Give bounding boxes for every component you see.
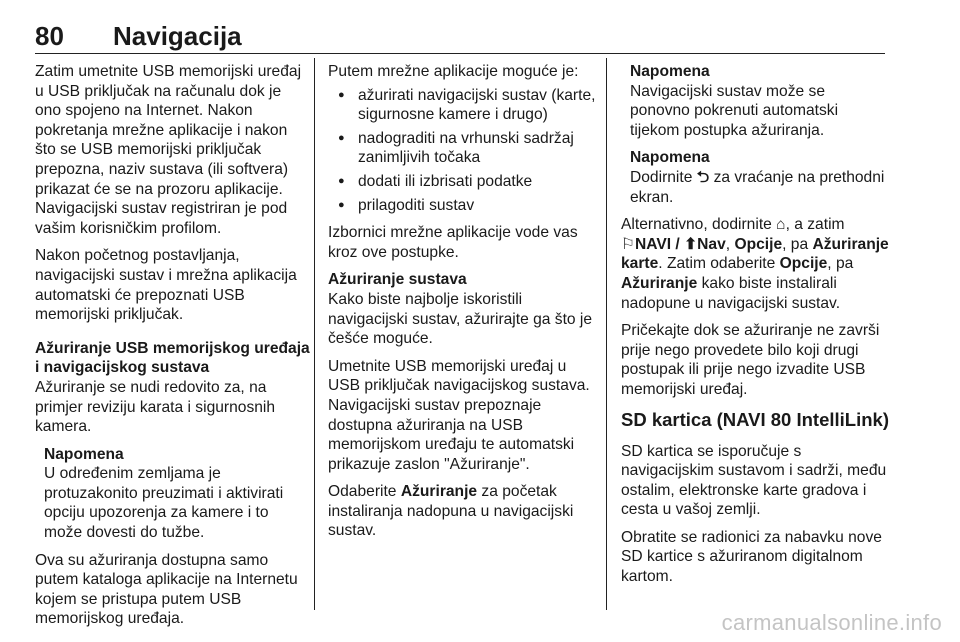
note-block-back [630,148,889,207]
header-divider [35,53,885,54]
text-span: Odaberite [328,483,401,501]
note-title: Napomena [630,63,710,80]
paragraph-usb-insert: Zatim umetnite USB memorijski uređaj u USB priključak na računalu dok je ono spojeno na Internet. Nakon pokretanja mrežne aplikacije i nakon što se USB memorijski priključak prepozna, naziv sustava (ili softvera) prikazat će se na prozoru aplikacije. Navigacijski sustav registriran je pod vašim korisničkim profilom. [35,63,302,237]
section-heading-sd-card: SD kartica (NAVI 80 IntelliLink) [621,408,889,430]
note-title: Napomena [630,149,710,167]
text-span: za vraćanje na prethodni ekran. [630,168,885,206]
paragraph-insert-usb: Umetnite USB memorijski uređaj u USB priključak navigacijskog sustava. Navigacijski sustav prepoznaje dostupna ažuriranja na USB memorijskom uređaju te automatski prikazuje zaslon "Ažuriranje". [328,357,590,473]
note-block-restart [630,62,889,140]
paragraph-update-offer: Ažuriranje se nudi redovito za, na primjer reviziju karata i sigurnosnih kamera. [35,378,276,436]
text-span: Alternativno, dodirnite [621,216,777,234]
bullet-list [328,86,598,216]
section-heading-system-update: Ažuriranje sustava [328,271,467,289]
menu-label-map-update: Ažuriranje karte [621,235,889,273]
note-text [630,168,889,207]
column-1 [35,62,310,637]
text-span: za početak instaliranja nadopuna u navigacijski sustav. [328,483,574,540]
list-item: ● prilagoditi sustav [328,196,598,216]
page-title: Navigacija [113,21,242,51]
list-item: ● nadograditi na vrhunski sadržaj zanimljivih točaka [328,129,598,168]
text-span: , [725,235,735,253]
menu-label-navi: NAVI [634,235,672,253]
text-span: , a zatim [785,216,845,234]
list-item: ● ažurirati navigacijski sustav (karte, sigurnosne kamere i drugo) [328,86,598,125]
note-title: Napomena [44,445,124,463]
list-item: ● dodati ili izbrisati podatke [328,172,598,192]
text-span: . Zatim odaberite [658,255,780,273]
paragraph-sd-workshop: Obratite se radionici za nabavku nove SD kartice s ažuriranom digitalnom kartom. [621,528,882,586]
text-span: Dodirnite [630,168,697,186]
back-arrow-icon: ⮌ [696,168,710,186]
column-divider-2 [606,58,607,610]
page-number: 80 [35,21,64,51]
paragraph-initial-setup: Nakon početnog postavljanja, navigacijski sustav i mrežna aplikacija automatski će prepoznati USB memorijski priključak. [35,247,297,324]
column-2 [328,62,598,549]
text-span: , pa [782,235,813,253]
note-block [44,445,310,543]
paragraph-select-update [328,482,598,541]
watermark: carmanualsonline.info [721,610,942,635]
paragraph-menus: Izbornici mrežne aplikacije vode vas kroz ove postupke. [328,224,578,261]
nav-arrow-icon: ⬆ [684,235,698,253]
page-header [35,20,885,52]
text-span: / [671,235,685,253]
column-divider-1 [314,58,315,610]
menu-label-nav: Nav [697,235,726,253]
paragraph-app-intro: Putem mrežne aplikacije moguće je: [328,63,579,80]
section-heading-usb-update: Ažuriranje USB memorijskog uređaja i navigacijskog sustava [35,339,310,377]
flag-icon: ⚐ [621,235,635,253]
paragraph-alternative [621,215,889,313]
menu-label-options: Opcije [779,255,828,273]
text-span: , pa [827,255,854,273]
menu-label-update: Ažuriranje [400,483,478,501]
column-3 [621,62,889,595]
note-text: U određenim zemljama je protuzakonito preuzimati i aktivirati opciju upozorenja za kamere i to može dovesti do tužbe. [44,465,284,542]
menu-label-update: Ažuriranje [621,274,698,292]
menu-label-options: Opcije [734,235,783,253]
note-text: Navigacijski sustav može se ponovno pokrenuti automatski tijekom postupka ažuriranja. [630,82,839,139]
home-icon: ⌂ [776,216,786,234]
paragraph-catalog: Ova su ažuriranja dostupna samo putem kataloga aplikacije na Internetu kojem se pristupa putem USB memorijskog uređaja. [35,551,298,628]
paragraph-sd-card: SD kartica se isporučuje s navigacijskim sustavom i sadrži, među ostalim, elektronske karte gradova i cesta u vašoj zemlji. [621,442,887,519]
paragraph-wait: Pričekajte dok se ažuriranje ne završi prije nego provedete bilo koji drugi postupak ili prije nego izvadite USB memorijski uređaj. [621,322,880,398]
text-span: kako biste instalirali nadopune u navigacijski sustav. [621,274,841,312]
paragraph-update-often: Kako biste najbolje iskoristili navigacijski sustav, ažurirajte ga što je češće moguće. [328,290,593,348]
